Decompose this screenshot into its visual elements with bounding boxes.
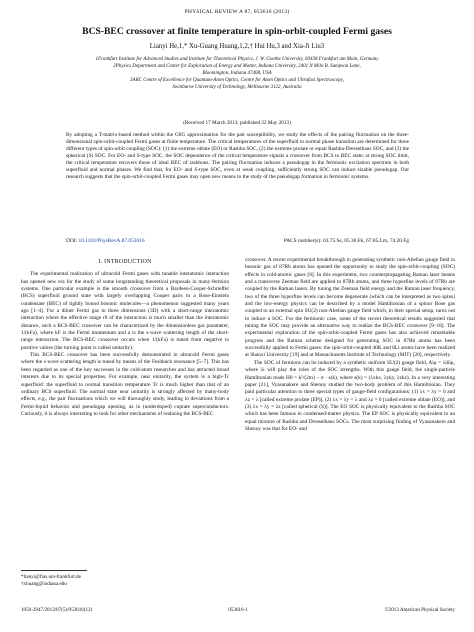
paper-title: BCS-BEC crossover at finite temperature in spin-orbit-coupled Fermi gases: [82, 26, 392, 37]
footnotes: [21, 574, 229, 587]
copyright: ©2013 American Physical Society: [384, 607, 455, 613]
paragraph: The SOC of fermions can be induced by a synthetic uniform SU(2) gauge field, Aiμ = λiδiμ, where λi will play the roles of the SOC strengths. With this gauge field, the single-particle Hamiltonian reads H0 = k²/(2m) − σ · s(k), where s(k) = (λxkx, λyky, λzkz). In a very interesting paper [21], Vyasanakere and Shenoy studied the two-body problem of this Hamiltonian. They paid particular attention to three special types of gauge-field configurations: (1) λx = λy = 0 and λz = λ [called extreme prolate (EP)], (2) λx = λy = λ and λz = 0 [called extreme oblate (EO)], and (3) λx = λy = λz [called spherical (S)]. The EO SOC is physically equivalent to the Rashba SOC which has been famous in condensed-matter physics. The EP SOC is physically equivalent to an equal mixture of Rashba and Dresselhaus SOCs. The most surprising finding of Vyasanakere and Shenoy was that for EO- and: [245, 359, 455, 432]
abstract: By adopting a T-matrix-based method within the G0G approximation for the pair susceptibility, we study the effects of the pairing fluctuation on the three-dimensional spin-orbit-coupled Fermi gases at finite temperature. The critical temperatures of the superfluid to normal phase transition are determined for three different types of spin-orbit coupling (SOC): (1) the extreme oblate (EO) or Rashba SOC, (2) the extreme prolate or equal Rashba-Dresselhaus SOC, and (3) the spherical (S) SOC. For EO- and S-type SOC, the SOC dependence of the critical temperature signals a crossover from BCS to BEC state; at strong SOC limit, the critical temperature recovers those of ideal BEC of rashbons. The pairing fluctuation induces a pseudogap in the fermionic excitation spectrum in both superfluid and normal phases. We find that, for EO- and S-type SOC, even at weak coupling, sufficiently strong SOC can induce sizable pseudogap. Our research suggests that the spin-orbit-coupled Fermi gases may open new means to the study of the pseudogap formation in fermionic systems.: [66, 132, 409, 180]
author-list: Lianyi He,1,* Xu-Guang Huang,1,2,† Hui Hu,3 and Xia-Ji Liu3: [149, 43, 325, 50]
affiliation-line: 2Physics Department and Center for Exploration of Energy and Matter, Indiana University, 2401 N Milo B. Sampson Lane,: [113, 64, 361, 70]
affiliations: [30, 56, 444, 91]
paragraph: This BCS-BEC crossover has been successfully demonstrated in ultracold Fermi gases where the s-wave scattering length is tuned by means of the Feshbach resonance [5–7]. This has been regarded as one of the key successes in the cold-atom researches and has attracted broad interests due to its special properties. For example, near unitarity, the system is a high-Tc superfluid: the superfluid to normal transition temperature Tc is much higher than that of an ordinary BCS superfluid. The normal state near unitarity is strongly affected by many-body effects, e.g., the pair fluctuations which we will thoroughly study, leading to deviations from a Fermi-liquid behavior and pseudogap opening, as in (underdoped) cuprate superconductors. Curiously, it is always interesting to look for other mechanisms of realizing the BCS-BEC: [21, 352, 229, 417]
affiliation-line: Bloomington, Indiana 47408, USA: [202, 71, 272, 77]
footnote-divider: [21, 570, 87, 571]
affiliation-line: 1Frankfurt Institute for Advanced Studies and Institute for Theoretical Physics, J. W. Goethe University, 60438 Frankfurt am Main, Germany: [95, 57, 379, 62]
footnote-email[interactable]: *lianyi@fias.uni-frankfurt.de: [21, 574, 81, 580]
paragraph: crossover. A recent experimental breakthrough in generating synthetic non-Abelian gauge field in bosonic gas of 87Rb atoms has opened the opportunity to study the spin-orbit-coupling (SOC) effects in cold-atomic gases [8]. In this experiment, two counterpropagating Raman laser beams and a transverse Zeeman field are applied to 87Rb atoms, and three hyperfine levels of 87Rb are coupled by the Raman lasers. By tuning the Zeeman field energy and the Raman laser frequency, two of the three hyperfine levels can become degenerate (which can be interpreted as two spins) and the low-energy physics can be described by a model Hamiltonian of a spinor Bose gas coupled to an external spin SU(2) non-Abelian gauge field which, in their special setup, turns out to induce a SOC. For the fermionic case, some of the recent theoretical results suggested that tuning the SOC may provide an alternative way to realize the BCS-BEC crossover [9–18]. The experimental exploration of the spin-orbit-coupled Fermi gases has also achieved remarkable progress and the Raman scheme designed for generating SOC in 87Rb atoms has been successfully applied to Fermi gases: the spin-orbit-coupled 40K and 6Li atoms have been realized at Shanxi University [19] and at Massachusetts Institute of Technology (MIT) [20], respectively.: [245, 257, 455, 359]
page-number: 053616-1: [228, 607, 248, 613]
section-heading: I. INTRODUCTION: [98, 259, 152, 265]
paragraph: The experimental realization of ultracold Fermi gases with tunable interatomic interaction has opened new era for the study of some longstanding theoretical proposals in many-fermion systems. One particular example is the smooth crossover from a Bardeen-Cooper-Schrieffer (BCS) superfluid ground state with largely overlapping Cooper pairs to a Bose-Einstein condensate (BEC) of tightly bound bosonic molecules—a phenomenon suggested many years ago [1–4]. For a dilute Fermi gas in three dimensions (3D) with a short-range interatomic interaction where the effective range r0 of the interaction is much smaller than the interatomic distance, such a BCS-BEC crossover can be characterized by the dimensionless gas parameter, 1/(kFa), where kF is the Fermi momentum and a is the s-wave scattering length of the short-range interaction. The BCS-BEC crossover occurs when 1/(kFa) is tuned from negative to positive values (the turning point is called unitarity).: [21, 271, 229, 351]
footnote-email[interactable]: †xhuang@indiana.edu: [21, 580, 67, 587]
running-head: PHYSICAL REVIEW A 87, 053616 (2013): [184, 9, 290, 15]
doi-link[interactable]: 10.1103/PhysRevA.87.053616: [78, 238, 145, 244]
received-dates: (Received 17 March 2013; published 22 May 2013): [183, 120, 291, 126]
affiliation-line: Swinburne University of Technology, Melbourne 3122, Australia: [172, 85, 302, 91]
footer-code: 1050-2947/2013/87(5)/053616(12): [21, 607, 93, 613]
affiliation-line: 3ARC Centre of Excellence for Quantum-Atom Optics, Centre for Atom Optics and Ultrafast Spectroscopy,: [130, 78, 344, 84]
left-column: [21, 257, 229, 418]
doi-prefix: DOI:: [66, 238, 79, 244]
doi-line: [66, 238, 409, 244]
pacs-numbers: PACS number(s): 03.75.Ss, 05.30.Fk, 67.85.Lm, 74.20.Fg: [283, 238, 409, 244]
page-footer: [21, 607, 455, 613]
right-column: [245, 257, 455, 433]
